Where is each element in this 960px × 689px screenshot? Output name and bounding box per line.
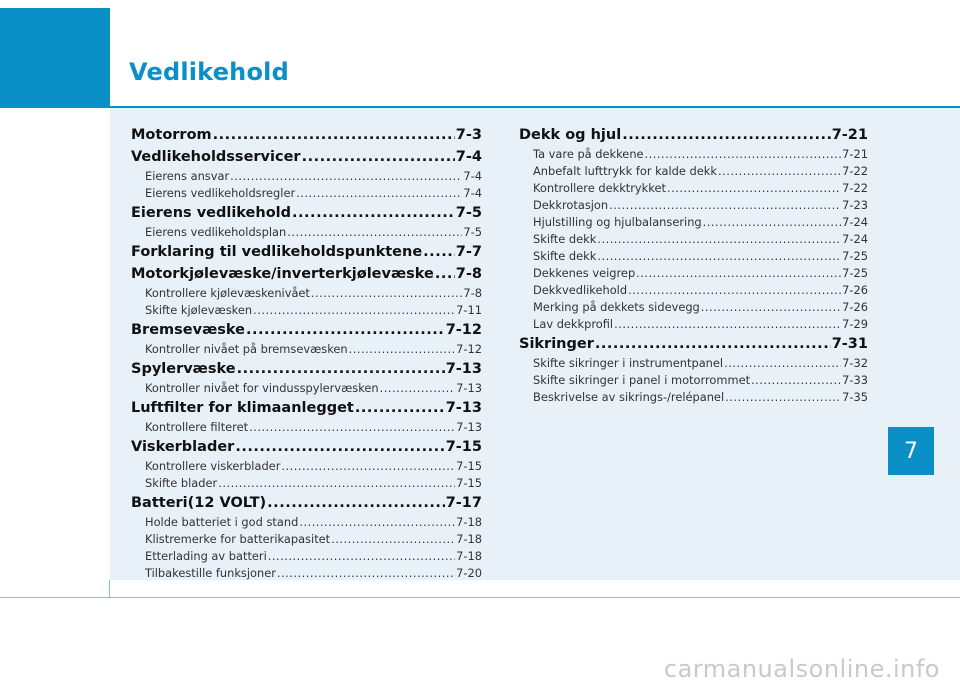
- toc-dot-leader: [435, 263, 455, 285]
- footer-rule: [0, 597, 960, 598]
- toc-entry-page: 7-17: [445, 495, 482, 511]
- toc-dot-leader: [302, 146, 455, 168]
- toc-entry-title: Skifte blader: [145, 476, 218, 490]
- toc-entry[interactable]: [131, 358, 482, 380]
- toc-entry-title: Kontroller nivået for vindusspylervæsken: [145, 381, 379, 395]
- toc-entry-title: Klistremerke for batterikapasitet: [145, 532, 331, 546]
- toc-entry[interactable]: [519, 163, 868, 180]
- toc-entry-title: Etterlading av batteri: [145, 549, 267, 563]
- toc-entry[interactable]: [131, 397, 482, 419]
- toc-entry-page: 7-18: [456, 532, 482, 546]
- toc-entry-page: 7-21: [842, 147, 868, 161]
- toc-entry-title: Skifte sikringer i panel i motorrommet: [533, 373, 751, 387]
- toc-entry-page: 7-15: [456, 459, 482, 473]
- toc-entry-title: Bremsevæske: [131, 322, 245, 338]
- toc-entry-page: 7-11: [456, 303, 482, 317]
- toc-entry-page: 7-4: [463, 169, 482, 183]
- toc-entry-page: 7-5: [455, 205, 482, 221]
- toc-entry[interactable]: [519, 214, 868, 231]
- toc-entry[interactable]: [519, 124, 868, 146]
- toc-entry[interactable]: [131, 492, 482, 514]
- toc-dot-leader: [237, 358, 445, 380]
- toc-entry-page: 7-8: [455, 266, 482, 282]
- toc-dot-leader: [622, 124, 831, 146]
- watermark: carmanualsonline.info: [663, 655, 940, 683]
- toc-entry-page: 7-5: [463, 225, 482, 239]
- toc-entry-title: Skifte dekk: [533, 232, 597, 246]
- toc-dot-leader: [267, 492, 445, 514]
- toc-entry[interactable]: [131, 202, 482, 224]
- toc-dot-leader: [595, 333, 831, 355]
- toc-entry-page: 7-4: [463, 186, 482, 200]
- toc-dot-leader: [628, 282, 841, 299]
- toc-entry-title: Anbefalt lufttrykk for kalde dekk: [533, 164, 717, 178]
- toc-dot-leader: [292, 202, 455, 224]
- toc-entry-page: 7-32: [842, 356, 868, 370]
- toc-entry[interactable]: [131, 146, 482, 168]
- toc-entry[interactable]: [131, 319, 482, 341]
- toc-entry-page: 7-7: [455, 244, 482, 260]
- toc-dot-leader: [614, 316, 841, 333]
- toc-entry[interactable]: [131, 124, 482, 146]
- toc-entry-title: Skifte dekk: [533, 249, 597, 263]
- toc-dot-leader: [645, 146, 842, 163]
- toc-dot-leader: [331, 531, 455, 548]
- toc-entry-page: 7-4: [455, 149, 482, 165]
- toc-entry[interactable]: [131, 458, 482, 475]
- toc-entry-page: 7-31: [831, 336, 868, 352]
- toc-entry[interactable]: [131, 224, 482, 241]
- toc-entry-page: 7-25: [842, 249, 868, 263]
- toc-entry-title: Skifte kjølevæsken: [145, 303, 253, 317]
- toc-entry[interactable]: [519, 333, 868, 355]
- toc-entry[interactable]: [131, 285, 482, 302]
- toc-entry-page: 7-22: [842, 181, 868, 195]
- toc-entry-title: Kontroller nivået på bremsevæsken: [145, 342, 348, 356]
- toc-entry[interactable]: [131, 263, 482, 285]
- toc-entry[interactable]: [131, 241, 482, 263]
- toc-entry-title: Viskerblader: [131, 439, 235, 455]
- toc-entry[interactable]: [519, 231, 868, 248]
- toc-dot-leader: [213, 124, 455, 146]
- toc-entry-title: Motorrom: [131, 127, 212, 143]
- toc-entry[interactable]: [131, 341, 482, 358]
- toc-entry-page: 7-29: [842, 317, 868, 331]
- toc-entry-title: Kontrollere viskerblader: [145, 459, 281, 473]
- toc-entry-page: 7-21: [831, 127, 868, 143]
- toc-entry-title: Lav dekkprofil: [533, 317, 614, 331]
- toc-entry[interactable]: [519, 355, 868, 372]
- toc-entry-title: Eierens vedlikeholdsplan: [145, 225, 287, 239]
- toc-dot-leader: [724, 355, 841, 372]
- toc-entry-title: Beskrivelse av sikrings-/relépanel: [533, 390, 725, 404]
- toc-entry[interactable]: [519, 282, 868, 299]
- toc-dot-leader: [751, 372, 841, 389]
- toc-entry-page: 7-26: [842, 283, 868, 297]
- toc-entry[interactable]: [131, 475, 482, 492]
- toc-entry-page: 7-22: [842, 164, 868, 178]
- toc-entry-title: Kontrollere filteret: [145, 420, 249, 434]
- toc-dot-leader: [703, 214, 841, 231]
- toc-entry-title: Tilbakestille funksjoner: [145, 566, 276, 580]
- toc-entry-page: 7-15: [456, 476, 482, 490]
- toc-entry-title: Dekkvedlikehold: [533, 283, 628, 297]
- top-margin: [0, 0, 960, 8]
- toc-entry[interactable]: [131, 436, 482, 458]
- toc-entry-page: 7-33: [842, 373, 868, 387]
- toc-entry[interactable]: [519, 265, 868, 282]
- toc-entry-title: Eierens ansvar: [145, 169, 230, 183]
- toc-column-left: [131, 124, 482, 582]
- toc-entry-page: 7-12: [445, 322, 482, 338]
- toc-entry-title: Merking på dekkets sidevegg: [533, 300, 700, 314]
- toc-entry-page: 7-24: [842, 215, 868, 229]
- toc-dot-leader: [355, 397, 445, 419]
- toc-entry[interactable]: [519, 248, 868, 265]
- toc-dot-leader: [636, 265, 841, 282]
- toc-entry-title: Dekk og hjul: [519, 127, 622, 143]
- toc-entry-page: 7-13: [445, 361, 482, 377]
- toc-entry[interactable]: [519, 299, 868, 316]
- toc-entry-title: Forklaring til vedlikeholdspunktene: [131, 244, 423, 260]
- chapter-tab[interactable]: 7: [888, 427, 934, 475]
- toc-entry-page: 7-18: [456, 515, 482, 529]
- toc-entry-page: 7-20: [456, 566, 482, 580]
- toc-dot-leader: [311, 285, 462, 302]
- toc-entry[interactable]: [131, 531, 482, 548]
- toc-entry-page: 7-18: [456, 549, 482, 563]
- toc-dot-leader: [287, 224, 462, 241]
- toc-entry[interactable]: [519, 146, 868, 163]
- toc-entry-page: 7-15: [445, 439, 482, 455]
- toc-entry-page: 7-13: [445, 400, 482, 416]
- header-accent-block: [0, 8, 110, 108]
- toc-entry-title: Luftfilter for klimaanlegget: [131, 400, 354, 416]
- toc-entry[interactable]: [131, 380, 482, 397]
- toc-entry-title: Sikringer: [519, 336, 594, 352]
- toc-dot-leader: [349, 341, 456, 358]
- toc-dot-leader: [597, 231, 841, 248]
- toc-entry[interactable]: [519, 389, 868, 406]
- toc-dot-leader: [246, 319, 445, 341]
- toc-dot-leader: [235, 436, 444, 458]
- toc-entry-page: 7-24: [842, 232, 868, 246]
- toc-entry[interactable]: [131, 565, 482, 582]
- toc-entry-page: 7-23: [842, 198, 868, 212]
- toc-entry-title: Motorkjølevæske/inverterkjølevæske: [131, 266, 434, 282]
- toc-entry-page: 7-13: [456, 420, 482, 434]
- toc-entry-page: 7-3: [455, 127, 482, 143]
- toc-entry-title: Skifte sikringer i instrumentpanel: [533, 356, 724, 370]
- toc-column-right: [519, 124, 868, 406]
- toc-entry-title: Spylervæske: [131, 361, 236, 377]
- toc-entry[interactable]: [131, 302, 482, 319]
- toc-entry-page: 7-35: [842, 390, 868, 404]
- toc-entry[interactable]: [519, 372, 868, 389]
- toc-entry-title: Kontrollere dekktrykket: [533, 181, 666, 195]
- toc-entry[interactable]: [519, 316, 868, 333]
- toc-entry-title: Eierens vedlikeholdsregler: [145, 186, 296, 200]
- toc-entry[interactable]: [519, 180, 868, 197]
- toc-entry-page: 7-13: [456, 381, 482, 395]
- toc-dot-leader: [253, 302, 455, 319]
- toc-entry-title: Eierens vedlikehold: [131, 205, 292, 221]
- toc-dot-leader: [380, 380, 456, 397]
- toc-entry-page: 7-8: [463, 286, 482, 300]
- toc-dot-leader: [249, 419, 455, 436]
- toc-entry-page: 7-12: [456, 342, 482, 356]
- toc-entry-page: 7-26: [842, 300, 868, 314]
- toc-dot-leader: [609, 197, 841, 214]
- page-title: Vedlikehold: [129, 58, 289, 86]
- toc-dot-leader: [667, 180, 841, 197]
- toc-entry[interactable]: [131, 168, 482, 185]
- toc-dot-leader: [701, 299, 841, 316]
- toc-entry[interactable]: [131, 185, 482, 202]
- toc-dot-leader: [281, 458, 455, 475]
- toc-entry-page: 7-25: [842, 266, 868, 280]
- toc-dot-leader: [296, 185, 462, 202]
- toc-entry-title: Dekkenes veigrep: [533, 266, 636, 280]
- toc-entry-title: Ta vare på dekkene: [533, 147, 644, 161]
- toc-entry-title: Batteri(12 VOLT): [131, 495, 267, 511]
- toc-dot-leader: [597, 248, 841, 265]
- toc-entry-title: Holde batteriet i god stand: [145, 515, 299, 529]
- margin-rule: [109, 580, 110, 598]
- toc-dot-leader: [423, 241, 455, 263]
- toc-entry-title: Kontrollere kjølevæskenivået: [145, 286, 310, 300]
- toc-entry-title: Hjulstilling og hjulbalansering: [533, 215, 702, 229]
- toc-dot-leader: [268, 548, 455, 565]
- toc-dot-leader: [718, 163, 841, 180]
- toc-dot-leader: [725, 389, 841, 406]
- toc-entry[interactable]: [519, 197, 868, 214]
- toc-entry-title: Dekkrotasjon: [533, 198, 609, 212]
- toc-entry[interactable]: [131, 548, 482, 565]
- toc-entry-title: Vedlikeholdsservicer: [131, 149, 301, 165]
- toc-entry[interactable]: [131, 419, 482, 436]
- toc-dot-leader: [299, 514, 455, 531]
- toc-dot-leader: [218, 475, 455, 492]
- toc-dot-leader: [277, 565, 455, 582]
- toc-dot-leader: [230, 168, 462, 185]
- toc-entry[interactable]: [131, 514, 482, 531]
